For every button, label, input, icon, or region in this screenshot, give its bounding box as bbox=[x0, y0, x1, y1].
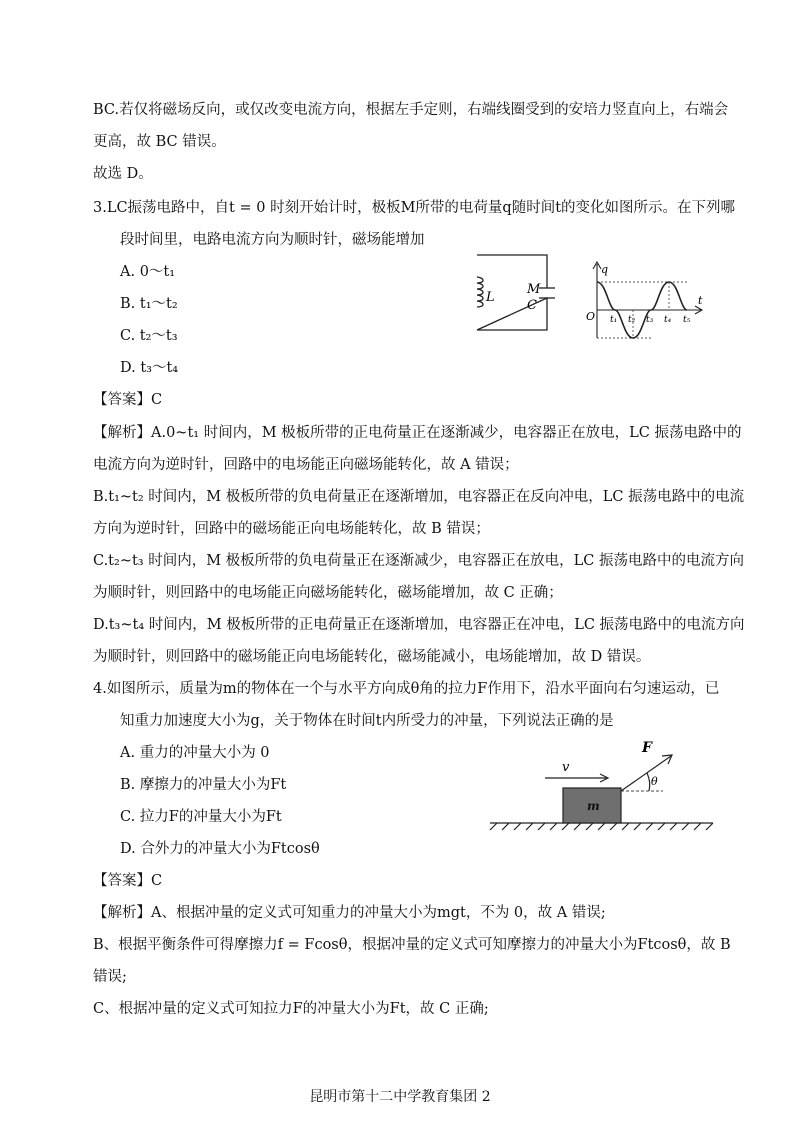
charge-time-graph bbox=[583, 258, 708, 348]
q3-option-c: C. t₂～t₃ bbox=[120, 328, 178, 344]
plate-label: M bbox=[527, 282, 541, 297]
force-label: F bbox=[642, 740, 652, 756]
q3-analysis-line: D.t₃~t₄ 时间内，M 极板所带的正电荷量正在逐渐增加，电容器正在冲电，LC 振荡电路中的电流方向 bbox=[93, 617, 745, 633]
lc-circuit-diagram bbox=[465, 252, 565, 337]
q4-analysis-line: B、根据平衡条件可得摩擦力f = Fcosθ，根据冲量的定义式可知摩擦力的冲量大小为Ftcosθ，故 B bbox=[93, 937, 731, 953]
t-axis-label: t bbox=[698, 294, 703, 307]
q3-stem-line-1: 3.LC振荡电路中，自t = 0 时刻开始计时，极板M所带的电荷量q随时间t的变化如图所示。在下列哪 bbox=[93, 200, 736, 216]
q4-answer: 【答案】C bbox=[93, 873, 163, 889]
q3-analysis-line: 方向为逆时针，回路中的磁场能正向电场能转化，故 B 错误； bbox=[93, 521, 490, 537]
q3-answer: 【答案】C bbox=[93, 392, 163, 408]
q4-option-d: D. 合外力的冲量大小为Ftcosθ bbox=[120, 841, 320, 857]
t2-label: t₂ bbox=[628, 315, 636, 325]
q3-analysis-line: 电流方向为逆时针，回路中的电场能正向磁场能转化，故 A 错误； bbox=[93, 457, 519, 473]
page-footer: 昆明市第十二中学教育集团 2 bbox=[309, 1089, 491, 1105]
q3-option-b: B. t₁～t₂ bbox=[120, 296, 178, 312]
intro-choice: 故选 D。 bbox=[93, 166, 153, 182]
q4-option-a: A. 重力的冲量大小为 0 bbox=[120, 745, 270, 761]
q4-analysis-line: C、根据冲量的定义式可知拉力F的冲量大小为Ft，故 C 正确; bbox=[93, 1001, 489, 1017]
q4-option-c: C. 拉力F的冲量大小为Ft bbox=[120, 809, 282, 825]
origin-label: O bbox=[586, 310, 596, 323]
q3-analysis-line: C.t₂~t₃ 时间内，M 极板所带的负电荷量正在逐渐减少，电容器正在放电，LC 振荡电路中的电流方向 bbox=[93, 553, 745, 569]
q4-option-b: B. 摩擦力的冲量大小为Ft bbox=[120, 777, 287, 793]
q4-analysis-line: 错误; bbox=[93, 969, 127, 985]
t3-label: t₃ bbox=[646, 315, 654, 325]
q3-analysis-line: 为顺时针，则回路中的磁场能正向电场能转化，磁场能减小，电场能增加，故 D 错误。 bbox=[93, 649, 651, 665]
q-axis-label: q bbox=[601, 263, 609, 276]
q3-analysis-line: B.t₁~t₂ 时间内，M 极板所带的负电荷量正在逐渐增加，电容器正在反向冲电，LC 振荡电路中的电流 bbox=[93, 489, 745, 505]
intro-line-2: 更高，故 BC 错误。 bbox=[93, 134, 226, 150]
t1-label: t₁ bbox=[610, 315, 618, 325]
velocity-label: v bbox=[562, 760, 570, 775]
t4-label: t₄ bbox=[664, 315, 672, 325]
q4-analysis-line: 【解析】A、根据冲量的定义式可知重力的冲量大小为mgt，不为 0，故 A 错误; bbox=[93, 905, 606, 921]
mass-label: m bbox=[587, 799, 600, 813]
q3-stem-line-2: 段时间里，电路电流方向为顺时针，磁场能增加 bbox=[120, 232, 425, 248]
inductor-label: L bbox=[486, 290, 495, 305]
q3-option-a: A. 0～t₁ bbox=[120, 264, 176, 280]
q3-option-d: D. t₃～t₄ bbox=[120, 360, 179, 376]
q4-stem-line-2: 知重力加速度大小为g，关于物体在时间t内所受力的冲量，下列说法正确的是 bbox=[120, 713, 614, 729]
q3-analysis-line: 为顺时针，则回路中的电场能正向磁场能转化，磁场能增加，故 C 正确； bbox=[93, 585, 563, 601]
block-force-diagram bbox=[485, 738, 715, 833]
q3-analysis-line: 【解析】A.0~t₁ 时间内，M 极板所带的正电荷量正在逐渐减少，电容器正在放电，LC 振荡电路中的 bbox=[93, 425, 742, 441]
capacitor-label: C bbox=[527, 298, 537, 313]
q4-stem-line-1: 4.如图所示，质量为m的物体在一个与水平方向成θ角的拉力F作用下，沿水平面向右匀速运动，已 bbox=[93, 681, 720, 697]
intro-line-1: BC.若仅将磁场反向，或仅改变电流方向，根据左手定则，右端线圈受到的安培力竖直向上，右端会 bbox=[93, 102, 729, 118]
angle-label: θ bbox=[651, 775, 658, 788]
t5-label: t₅ bbox=[683, 315, 691, 325]
